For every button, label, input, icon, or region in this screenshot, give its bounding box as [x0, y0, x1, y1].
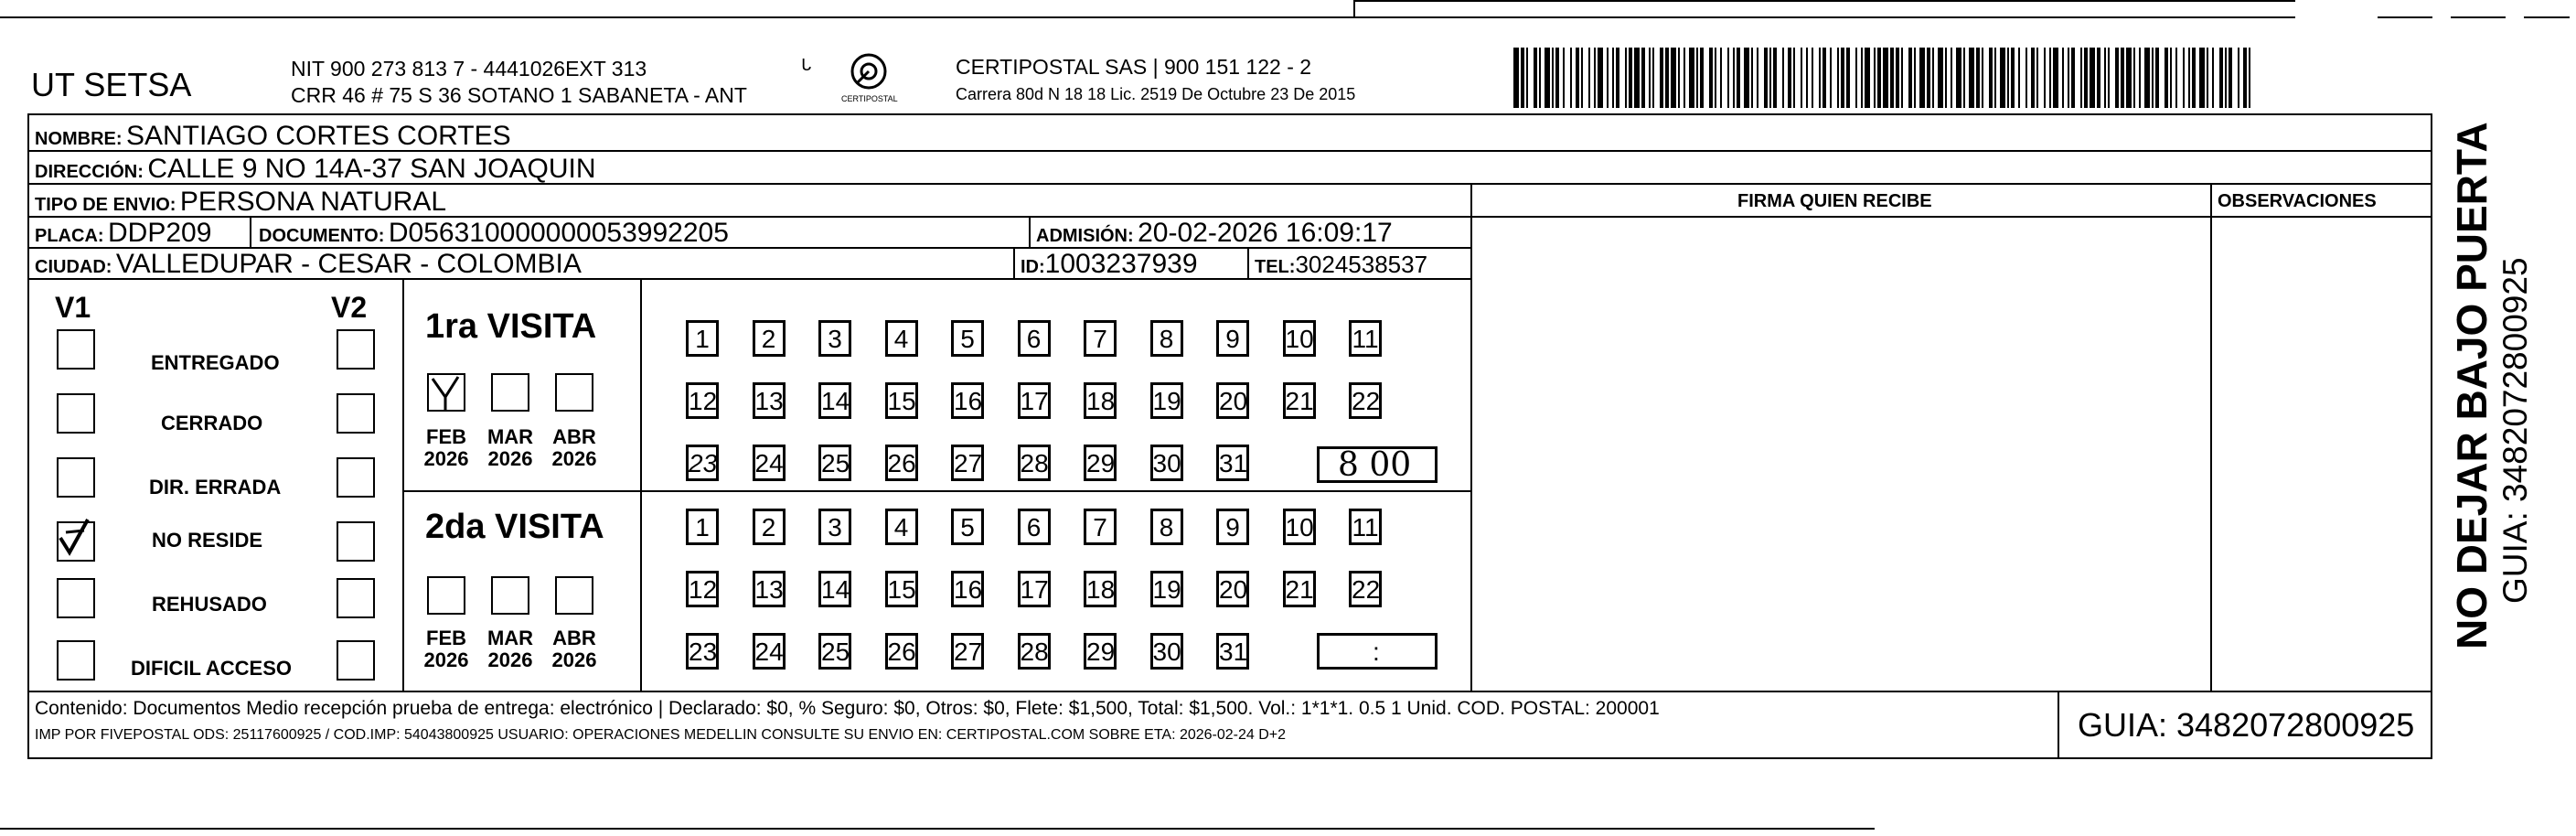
second-visit-day-12[interactable]: 12 — [686, 571, 719, 607]
second-visit-day-30[interactable]: 30 — [1150, 633, 1183, 670]
first-visit-day-27[interactable]: 27 — [951, 445, 984, 481]
direccion-label: DIRECCIÓN: CALLE 9 NO 14A-37 SAN JOAQUIN — [35, 154, 596, 184]
first-visit-time-box[interactable] — [1317, 446, 1438, 483]
v2-checkbox-entregado[interactable] — [337, 329, 375, 370]
second-visit-day-7[interactable]: 7 — [1084, 509, 1117, 545]
second-visit-day-21[interactable]: 21 — [1283, 571, 1316, 607]
v1-label: V1 — [55, 291, 91, 324]
tel-label: TEL:3024538537 — [1255, 251, 1428, 278]
second-visit-day-8[interactable]: 8 — [1150, 509, 1183, 545]
first-visit-day-22[interactable]: 22 — [1349, 382, 1382, 419]
first-visit-day-2[interactable]: 2 — [753, 320, 786, 357]
first-visit-day-8[interactable]: 8 — [1150, 320, 1183, 357]
second-visit-month-abr-box[interactable] — [555, 576, 593, 615]
side-warning: NO DEJAR BAJO PUERTA — [2448, 122, 2496, 649]
second-visit-title: 2da VISITA — [425, 508, 604, 546]
second-visit-day-24[interactable]: 24 — [753, 633, 786, 670]
barcode-bars — [1513, 48, 2252, 108]
second-visit-day-14[interactable]: 14 — [818, 571, 851, 607]
col-line-firma — [1470, 183, 1472, 691]
first-visit-day-24[interactable]: 24 — [753, 445, 786, 481]
status-rehusado: REHUSADO — [152, 593, 267, 616]
v1-checkbox-cerrado[interactable] — [57, 393, 95, 434]
status-dificil-acceso: DIFICIL ACCESO — [131, 657, 293, 680]
footer-guia: GUIA: 3482072800925 — [2078, 706, 2415, 744]
v1-checkbox-no-reside[interactable] — [57, 521, 95, 562]
second-visit-day-20[interactable]: 20 — [1216, 571, 1249, 607]
first-visit-day-13[interactable]: 13 — [753, 382, 786, 419]
col-line-id — [1013, 247, 1015, 278]
col-line-admision — [1029, 216, 1031, 247]
first-visit-day-30[interactable]: 30 — [1150, 445, 1183, 481]
second-visit-day-3[interactable]: 3 — [818, 509, 851, 545]
first-visit-day-19[interactable]: 19 — [1150, 382, 1183, 419]
documento-label: DOCUMENTO: D056310000000053992205 — [259, 218, 729, 248]
nombre-label: NOMBRE: SANTIAGO CORTES CORTES — [35, 121, 511, 151]
v2-checkbox-dificil-acceso[interactable] — [337, 640, 375, 681]
v2-checkbox-dir-errada[interactable] — [337, 457, 375, 498]
nit-line-1: NIT 900 273 813 7 - 4441026EXT 313 — [291, 57, 647, 80]
first-visit-day-12[interactable]: 12 — [686, 382, 719, 419]
second-visit-day-29[interactable]: 29 — [1084, 633, 1117, 670]
ciudad-value: VALLEDUPAR - CESAR - COLOMBIA — [115, 249, 582, 279]
first-visit-day-26[interactable]: 26 — [885, 445, 918, 481]
firma-header: FIRMA QUIEN RECIBE — [1737, 191, 1932, 211]
first-visit-month-feb-box[interactable] — [427, 373, 465, 412]
first-visit-title: 1ra VISITA — [425, 307, 597, 346]
second-visit-month-feb-box[interactable] — [427, 576, 465, 615]
first-visit-month-abr: ABR 2026 — [551, 425, 597, 471]
second-visit-day-5[interactable]: 5 — [951, 509, 984, 545]
tipo-value: PERSONA NATURAL — [179, 187, 447, 217]
first-visit-day-20[interactable]: 20 — [1216, 382, 1249, 419]
first-visit-day-1[interactable]: 1 — [686, 320, 719, 357]
tipo-label: TIPO DE ENVIO: PERSONA NATURAL — [35, 187, 447, 217]
status-cerrado: CERRADO — [161, 412, 263, 434]
second-visit-day-9[interactable]: 9 — [1216, 509, 1249, 545]
row-line-6 — [27, 691, 2432, 692]
side-guia: GUIA: 3482072800925 — [2496, 257, 2534, 604]
first-visit-month-mar-box[interactable] — [491, 373, 529, 412]
second-visit-day-15[interactable]: 15 — [885, 571, 918, 607]
nombre-value: SANTIAGO CORTES CORTES — [126, 121, 511, 151]
bottom-rule — [0, 828, 1875, 830]
certipostal-line-2: Carrera 80d N 18 18 Lic. 2519 De Octubre 23 De 2015 — [956, 85, 1356, 103]
second-visit-day-27[interactable]: 27 — [951, 633, 984, 670]
top-rule-left — [0, 16, 2295, 18]
footer-contenido: Contenido: Documentos Medio recepción prueba de entrega: electrónico | Declarado: $0, % Seguro: $0, Otros: $0, Flete: $1,500, Total: $1,500. Vol.: 1*1*1. 0.5 1 Unid. COD. POSTAL: 200001 — [35, 698, 1660, 719]
ciudad-label: CIUDAD: VALLEDUPAR - CESAR - COLOMBIA — [35, 249, 582, 279]
second-visit-day-31[interactable]: 31 — [1216, 633, 1249, 670]
top-dash-3 — [2524, 16, 2570, 18]
first-visit-day-31[interactable]: 31 — [1216, 445, 1249, 481]
first-visit-day-25[interactable]: 25 — [818, 445, 851, 481]
first-visit-day-10[interactable]: 10 — [1283, 320, 1316, 357]
top-dash-2 — [2451, 16, 2506, 18]
status-dir-errada: DIR. ERRADA — [149, 476, 282, 498]
certipostal-logo — [839, 49, 898, 106]
small-mark: ᒐ — [801, 56, 812, 74]
nit-line-2: CRR 46 # 75 S 36 SOTANO 1 SABANETA - ANT — [291, 83, 747, 107]
second-visit-month-mar: MAR 2026 — [486, 627, 534, 672]
top-rule-right — [1353, 0, 2295, 2]
tel-value: 3024538537 — [1295, 251, 1428, 278]
footer-imp: IMP POR FIVEPOSTAL ODS: 25117600925 / COD.IMP: 54043800925 USUARIO: OPERACIONES MEDELLIN CONSULTE SU ENVIO EN: CERTIPOSTAL.COM SOBRE ETA: 2026-02-24 D+2 — [35, 727, 1287, 743]
v1-checkbox-dificil-acceso[interactable] — [57, 640, 95, 681]
second-visit-day-1[interactable]: 1 — [686, 509, 719, 545]
v2-checkbox-rehusado[interactable] — [337, 578, 375, 618]
first-visit-day-21[interactable]: 21 — [1283, 382, 1316, 419]
second-visit-day-16[interactable]: 16 — [951, 571, 984, 607]
second-visit-day-13[interactable]: 13 — [753, 571, 786, 607]
handwritten-time: 8 00 — [1338, 446, 1412, 484]
top-dash-1 — [2378, 16, 2432, 18]
first-visit-day-18[interactable]: 18 — [1084, 382, 1117, 419]
certipostal-line-1: CERTIPOSTAL SAS | 900 151 122 - 2 — [956, 55, 1312, 79]
first-visit-day-6[interactable]: 6 — [1018, 320, 1051, 357]
second-visit-time-box[interactable] — [1317, 633, 1438, 670]
second-visit-day-22[interactable]: 22 — [1349, 571, 1382, 607]
v2-checkbox-cerrado[interactable] — [337, 393, 375, 434]
barcode — [1513, 48, 2252, 108]
placa-label: PLACA: DDP209 — [35, 218, 212, 248]
first-visit-day-15[interactable]: 15 — [885, 382, 918, 419]
first-visit-month-mar: MAR 2026 — [486, 425, 534, 471]
id-label: ID:1003237939 — [1021, 249, 1198, 279]
visit-divider — [402, 490, 1470, 492]
handwritten-check-icon — [427, 373, 464, 410]
top-rule-tick — [1353, 0, 1355, 18]
observaciones-header: OBSERVACIONES — [2218, 191, 2377, 211]
second-visit-month-feb: FEB 2026 — [423, 627, 469, 672]
col-line-guia-footer — [2058, 691, 2059, 759]
first-visit-day-4[interactable]: 4 — [885, 320, 918, 357]
direccion-value: CALLE 9 NO 14A-37 SAN JOAQUIN — [147, 154, 596, 184]
first-visit-day-23[interactable]: 23 — [686, 445, 719, 481]
second-visit-day-26[interactable]: 26 — [885, 633, 918, 670]
second-visit-day-10[interactable]: 10 — [1283, 509, 1316, 545]
second-visit-month-mar-box[interactable] — [491, 576, 529, 615]
first-visit-month-feb: FEB 2026 — [423, 425, 469, 471]
col-line-months — [640, 278, 642, 691]
v1-checkbox-entregado[interactable] — [57, 329, 95, 370]
col-line-placa — [250, 216, 251, 247]
time-placeholder: : — [1373, 638, 1380, 666]
documento-value: D056310000000053992205 — [388, 218, 729, 248]
admision-label: ADMISIÓN: 20-02-2026 16:09:17 — [1036, 218, 1393, 248]
first-visit-day-28[interactable]: 28 — [1018, 445, 1051, 481]
col-line-obs — [2210, 183, 2212, 691]
second-visit-day-18[interactable]: 18 — [1084, 571, 1117, 607]
first-visit-day-17[interactable]: 17 — [1018, 382, 1051, 419]
first-visit-day-9[interactable]: 9 — [1216, 320, 1249, 357]
second-visit-day-4[interactable]: 4 — [885, 509, 918, 545]
first-visit-day-29[interactable]: 29 — [1084, 445, 1117, 481]
first-visit-day-11[interactable]: 11 — [1349, 320, 1382, 357]
first-visit-day-5[interactable]: 5 — [951, 320, 984, 357]
side-text — [2448, 122, 2560, 759]
placa-value: DDP209 — [108, 218, 212, 248]
first-visit-month-abr-box[interactable] — [555, 373, 593, 412]
first-visit-day-14[interactable]: 14 — [818, 382, 851, 419]
status-entregado: ENTREGADO — [151, 351, 280, 374]
v1-checkbox-rehusado[interactable] — [57, 578, 95, 618]
first-visit-day-7[interactable]: 7 — [1084, 320, 1117, 357]
first-visit-day-16[interactable]: 16 — [951, 382, 984, 419]
second-visit-day-6[interactable]: 6 — [1018, 509, 1051, 545]
col-line-visits — [402, 278, 404, 691]
v2-label: V2 — [331, 291, 368, 324]
status-no-reside: NO RESIDE — [152, 529, 263, 552]
second-visit-day-25[interactable]: 25 — [818, 633, 851, 670]
v2-checkbox-no-reside[interactable] — [337, 521, 375, 562]
handwritten-check-icon — [57, 518, 93, 556]
second-visit-day-28[interactable]: 28 — [1018, 633, 1051, 670]
second-visit-day-2[interactable]: 2 — [753, 509, 786, 545]
first-visit-day-3[interactable]: 3 — [818, 320, 851, 357]
second-visit-month-abr: ABR 2026 — [551, 627, 597, 672]
second-visit-day-19[interactable]: 19 — [1150, 571, 1183, 607]
logo-text: CERTIPOSTAL — [841, 94, 898, 103]
col-line-tel — [1247, 247, 1249, 278]
v1-checkbox-dir-errada[interactable] — [57, 457, 95, 498]
second-visit-day-11[interactable]: 11 — [1349, 509, 1382, 545]
id-value: 1003237939 — [1044, 249, 1198, 279]
company-name: UT SETSA — [31, 66, 192, 103]
second-visit-day-17[interactable]: 17 — [1018, 571, 1051, 607]
admision-value: 20-02-2026 16:09:17 — [1138, 218, 1393, 248]
second-visit-day-23[interactable]: 23 — [686, 633, 719, 670]
